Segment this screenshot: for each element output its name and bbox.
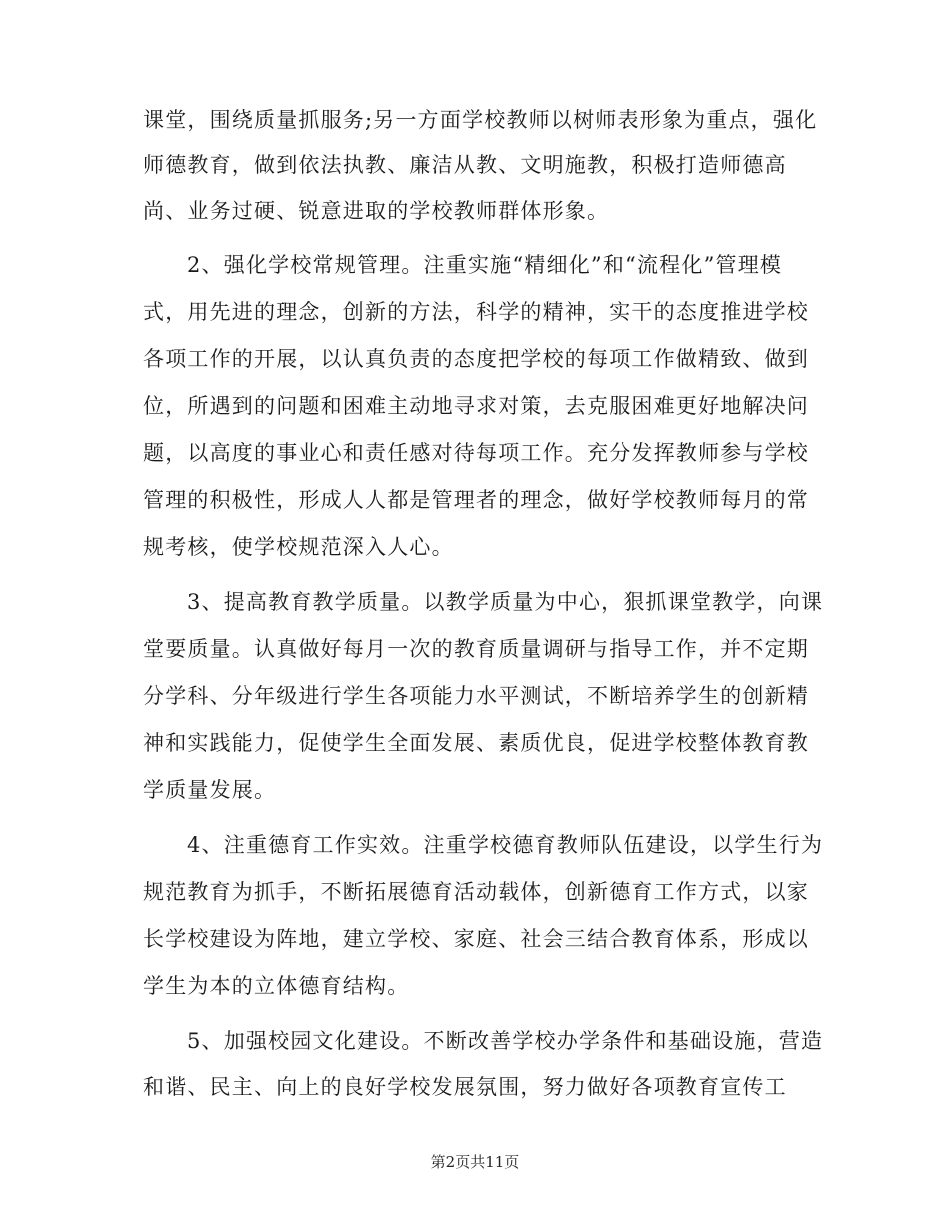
text-line: 规考核，使学校规范深入人心。 [143, 535, 454, 559]
text-line: 式，用先进的理念，创新的方法，科学的精神，实干的态度推进学校 [143, 300, 809, 324]
text-line: 各项工作的开展，以认真负责的态度把学校的每项工作做精致、做到 [143, 347, 809, 371]
text-line: 堂要质量。认真做好每月一次的教育质量调研与指导工作，并不定期 [143, 637, 809, 661]
text-line: 位，所遇到的问题和困难主动地寻求对策，去克服困难更好地解决问 [143, 394, 809, 418]
paragraph-start-line: 2、强化学校常规管理。注重实施“精细化”和“流程化”管理模 [187, 253, 783, 277]
text-line: 管理的积极性，形成人人都是管理者的理念，做好学校教师每月的常 [143, 488, 809, 512]
paragraph-start-line: 4、注重德育工作实效。注重学校德育教师队伍建设，以学生行为 [187, 833, 824, 857]
text-line: 师德教育，做到依法执教、廉洁从教、文明施教，积极打造师德高 [143, 153, 787, 177]
text-line: 神和实践能力，促使学生全面发展、素质优良，促进学校整体教育教 [143, 731, 809, 755]
text-line: 尚、业务过硬、锐意进取的学校教师群体形象。 [143, 199, 610, 223]
text-line: 课堂，围绕质量抓服务;另一方面学校教师以树师表形象为重点，强化 [143, 108, 818, 132]
text-line: 学生为本的立体德育结构。 [143, 974, 410, 998]
text-line: 学质量发展。 [143, 778, 277, 802]
text-line: 和谐、民主、向上的良好学校发展氛围，努力做好各项教育宣传工 [143, 1075, 787, 1099]
text-line: 规范教育为抓手，不断拓展德育活动载体，创新德育工作方式，以家 [143, 880, 809, 904]
text-line: 分学科、分年级进行学生各项能力水平测试，不断培养学生的创新精 [143, 684, 809, 708]
paragraph-start-line: 3、提高教育教学质量。以教学质量为中心，狠抓课堂教学，向课 [187, 590, 824, 614]
page-number: 第2页共11页 [430, 1153, 520, 1171]
text-line: 题，以高度的事业心和责任感对待每项工作。充分发挥教师参与学校 [143, 441, 809, 465]
paragraph-start-line: 5、加强校园文化建设。不断改善学校办学条件和基础设施，营造 [187, 1029, 824, 1053]
text-line: 长学校建设为阵地，建立学校、家庭、社会三结合教育体系，形成以 [143, 927, 809, 951]
